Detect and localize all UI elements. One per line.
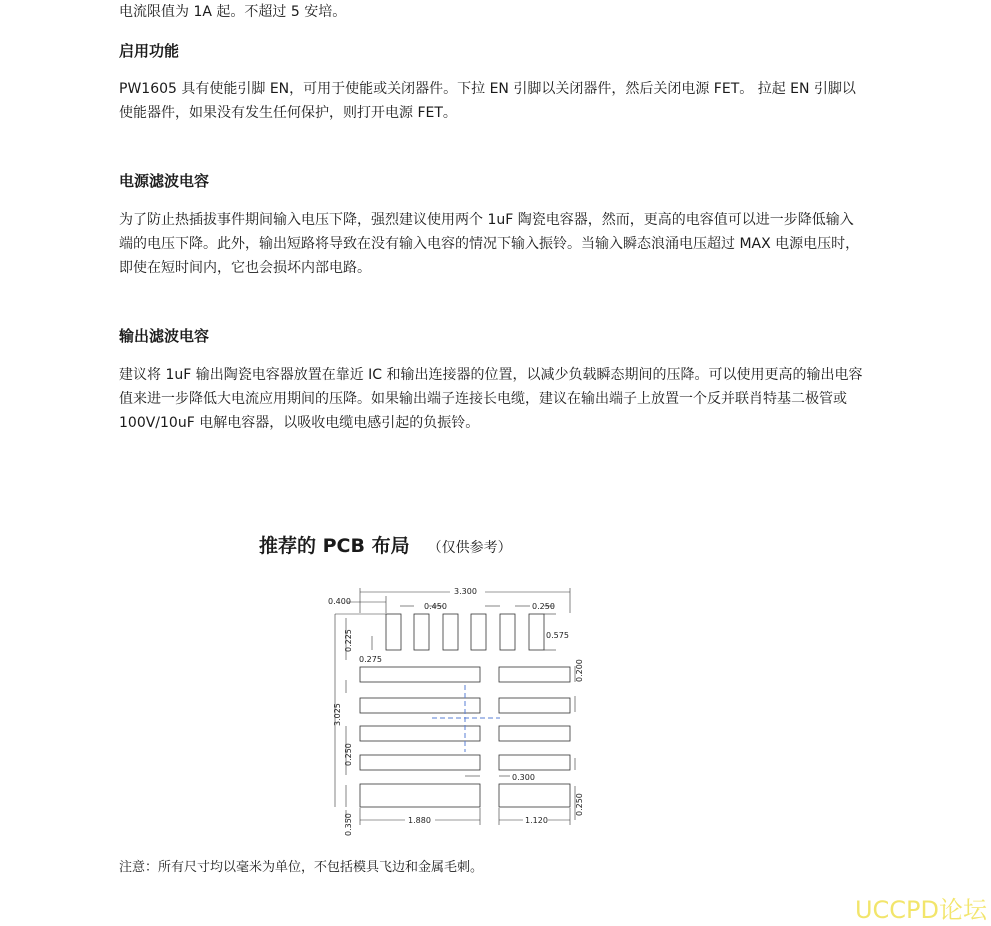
dim-total-width: 3.300 <box>454 587 477 596</box>
right-pad <box>499 667 570 682</box>
left-pad <box>360 755 480 770</box>
dim-top-gap: 0.225 <box>344 629 353 652</box>
dim-pin-gap: 0.275 <box>359 655 382 664</box>
enable-paragraph: PW1605 具有使能引脚 EN，可用于使能或关闭器件。下拉 EN 引脚以关闭器件，然后关闭电源 FET。 拉起 EN 引脚以使能器件，如果没有发生任何保护，则打开电源 FET。 <box>119 81 856 121</box>
left-pad <box>360 698 480 713</box>
output-cap-paragraph: 建议将 1uF 输出陶瓷电容器放置在靠近 IC 和输出连接器的位置，以减少负载瞬态期间的压降。可以使用更高的输出电容值来进一步降低大电流应用期间的压降。如果输出端子连接长电缆，建议在输出端子上放置一个反并联肖特基二极管或 100V/10uF 电解电容器，以吸收电缆电感引起的负振铃。 <box>119 367 863 431</box>
right-pad <box>499 755 570 770</box>
dim-right-pad-width: 1.120 <box>525 816 548 825</box>
dim-left-pad-width: 1.880 <box>408 816 431 825</box>
dim-pin-width: 0.250 <box>532 602 555 611</box>
output-cap-heading: 输出滤波电容 <box>119 327 210 345</box>
left-pad <box>360 726 480 741</box>
dim-pad-height: 0.200 <box>575 659 584 682</box>
dim-pad-spacing: 0.300 <box>512 773 535 782</box>
pcb-title-subtitle: （仅供参考） <box>427 540 512 556</box>
top-pin <box>443 614 458 650</box>
top-pin <box>471 614 486 650</box>
enable-heading: 启用功能 <box>119 42 180 60</box>
dim-bottom-pad-height: 0.250 <box>575 793 584 816</box>
right-pad <box>499 698 570 713</box>
pcb-layout-title <box>259 531 512 558</box>
dim-total-height: 3.025 <box>333 703 342 726</box>
dim-left-offset: 0.400 <box>328 597 351 606</box>
dim-pin-height: 0.575 <box>546 631 569 640</box>
input-cap-paragraph: 为了防止热插拔事件期间输入电压下降，强烈建议使用两个 1uF 陶瓷电容器，然而，更高的电容值可以进一步降低输入端的电压下降。此外，输出短路将导致在没有输入电容的情况下输入振铃。当输入瞬态浪涌电压超过 MAX 电源电压时，即使在短时间内，它也会损坏内部电路。 <box>119 212 860 276</box>
top-pin <box>414 614 429 650</box>
top-pin <box>386 614 401 650</box>
pcb-title-text: 推荐的 PCB 布局 <box>259 535 410 557</box>
intro-line: 电流限值为 1A 起。不超过 5 安培。 <box>119 4 347 20</box>
dim-pad-pitch: 0.250 <box>344 743 353 766</box>
right-pad <box>499 726 570 741</box>
dim-pin-pitch: 0.450 <box>424 602 447 611</box>
top-pin <box>500 614 515 650</box>
input-cap-heading: 电源滤波电容 <box>119 172 210 190</box>
footnote: 注意：所有尺寸均以毫米为单位，不包括模具飞边和金属毛刺。 <box>119 860 484 875</box>
center-crosshair <box>432 685 500 752</box>
pcb-footprint-drawing <box>320 580 590 840</box>
right-pad-bottom <box>499 784 570 807</box>
left-pad-bottom <box>360 784 480 807</box>
left-pad <box>360 667 480 682</box>
dim-bottom-offset: 0.350 <box>344 813 353 836</box>
watermark: UCCPD论坛 <box>854 896 987 924</box>
top-pin <box>529 614 544 650</box>
